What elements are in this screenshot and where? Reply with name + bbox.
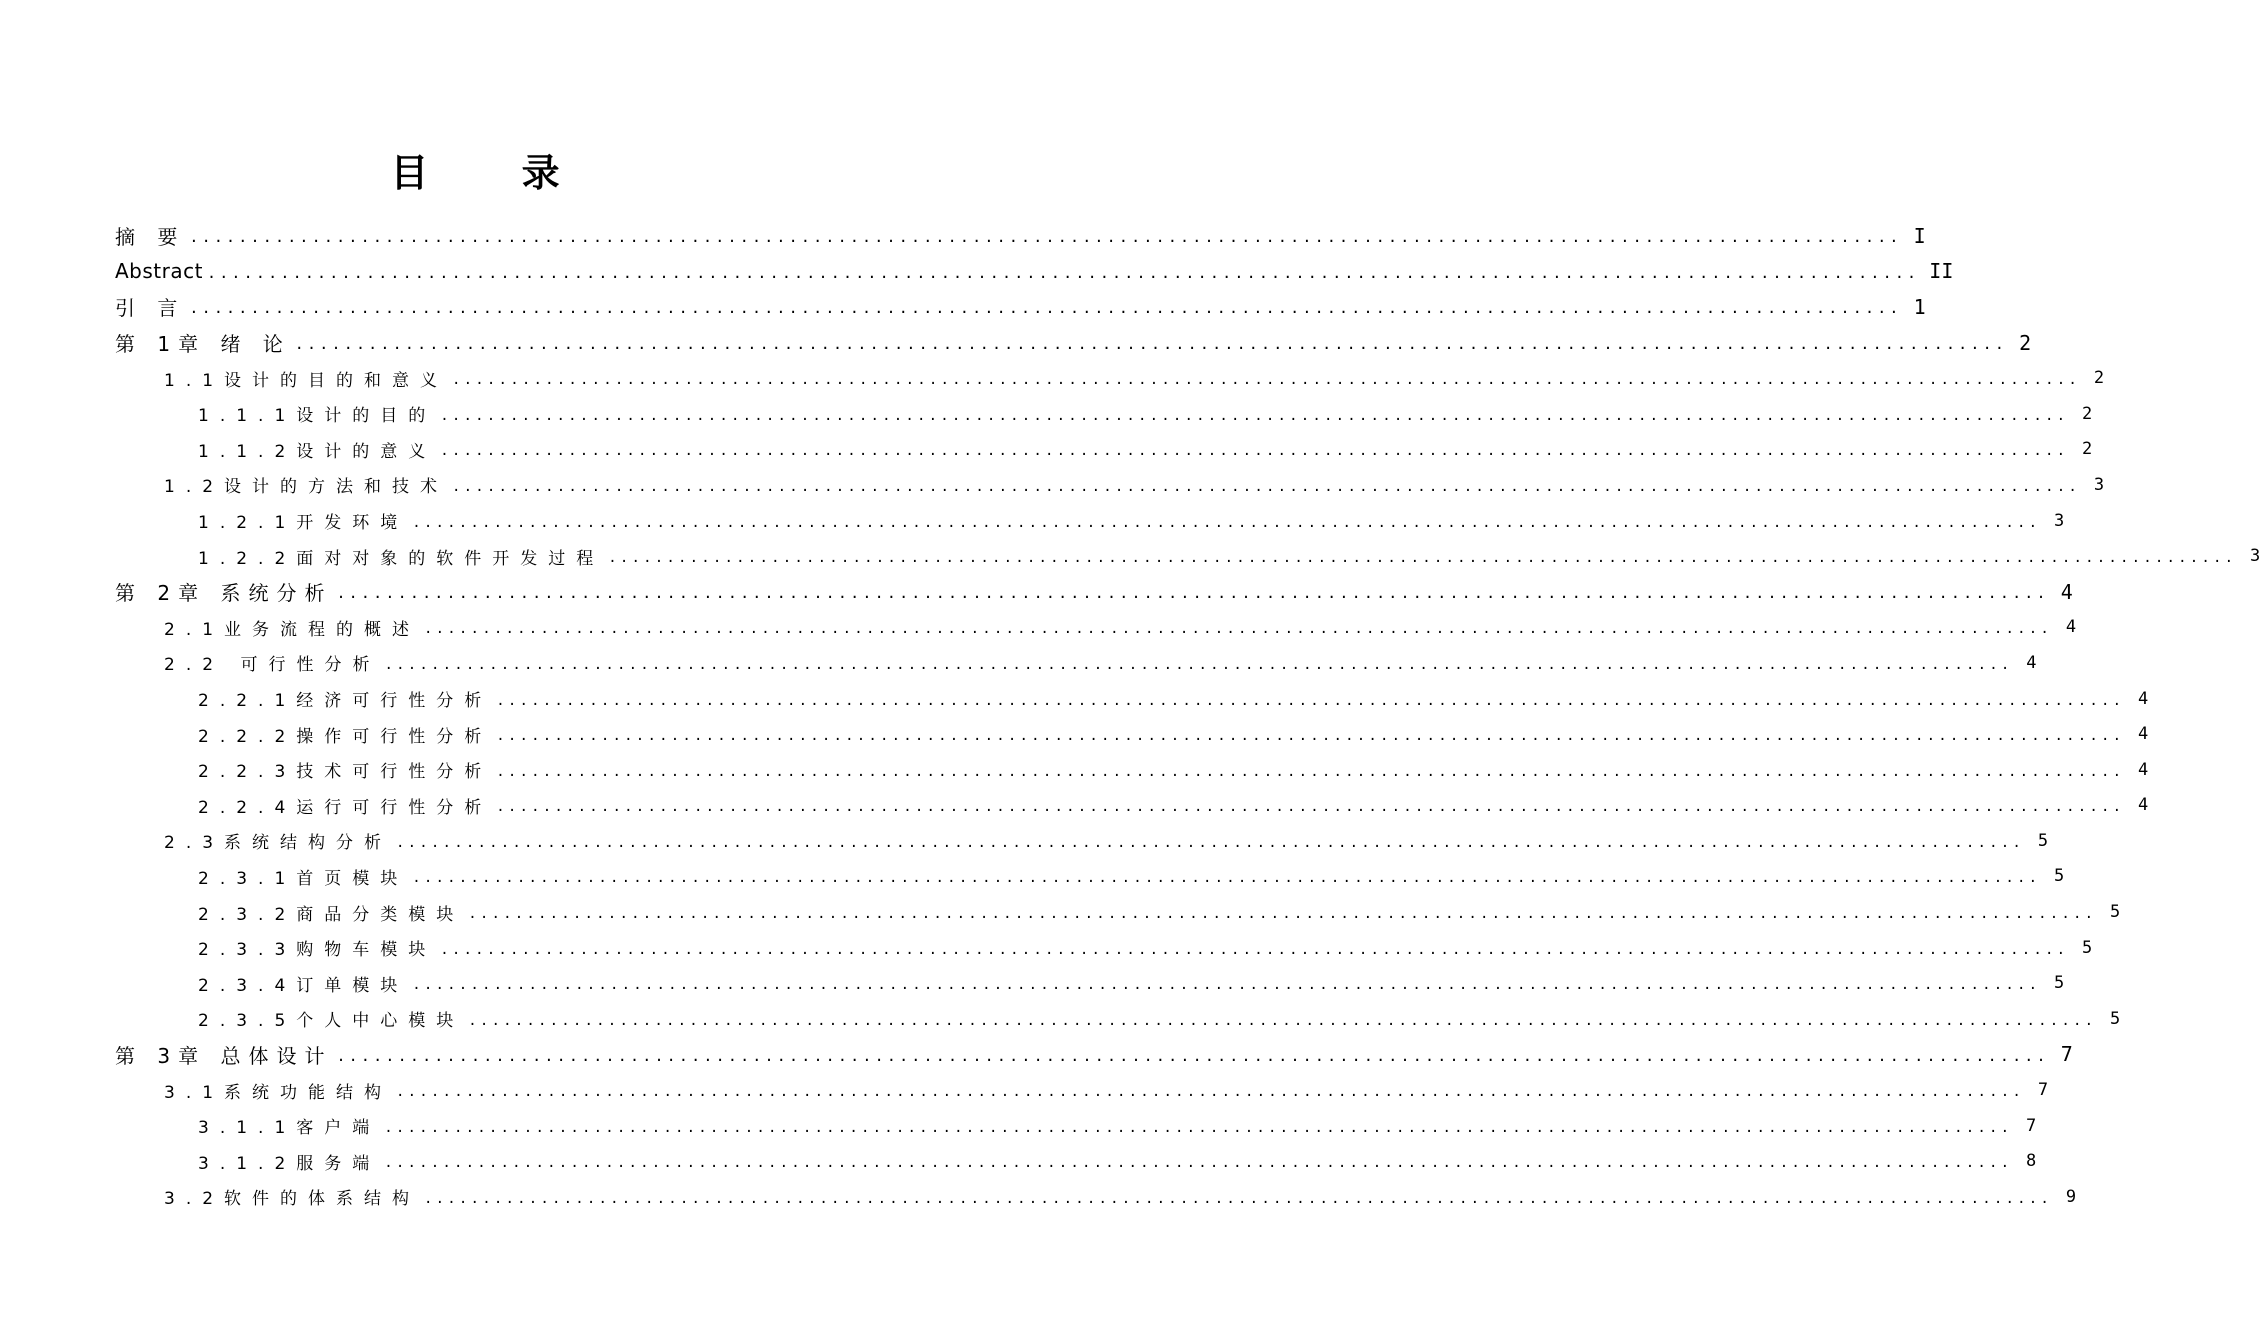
toc-dot-leader: ............................................................................................................................................ bbox=[496, 728, 2125, 745]
toc-entry[interactable] bbox=[0, 538, 2260, 574]
toc-dot-leader: ............................................................................................................................................ bbox=[496, 799, 2125, 816]
toc-entry-page-number: 5 bbox=[2054, 866, 2065, 887]
toc-entry-label: 2.2.4运行可行性分析 bbox=[198, 797, 493, 818]
toc-dot-leader: ............................................................................................................................................ bbox=[412, 870, 2041, 887]
toc-entry-label: 摘 要 bbox=[115, 225, 186, 250]
toc-entry-label: 3.2软件的体系结构 bbox=[164, 1189, 421, 1210]
toc-entry-label: 1.1.2设计的意义 bbox=[198, 441, 437, 462]
toc-entry-label: 2.1业务流程的概述 bbox=[164, 619, 421, 640]
toc-entry-label: 2.2 可行性分析 bbox=[164, 655, 381, 676]
toc-entry-page-number: 8 bbox=[2026, 1151, 2037, 1172]
toc-dot-leader: ............................................................................................................................................ bbox=[424, 621, 2053, 638]
toc-entry-page-number: 4 bbox=[2138, 724, 2149, 745]
toc-dot-leader: ............................................................................................................................................ bbox=[336, 584, 2049, 603]
toc-entry-label: 第 3章 总体设计 bbox=[115, 1043, 333, 1068]
toc-entry-label: Abstract bbox=[115, 259, 203, 284]
toc-entry[interactable] bbox=[0, 360, 2105, 396]
toc-entry[interactable] bbox=[0, 859, 2065, 895]
toc-dot-leader: ............................................................................................................................................ bbox=[189, 299, 1902, 318]
toc-entry-label: 2.2.1经济可行性分析 bbox=[198, 691, 493, 712]
toc-entry[interactable] bbox=[0, 467, 2105, 503]
toc-entry-label: 第 2章 系统分析 bbox=[115, 581, 333, 606]
toc-entry-page-number: 4 bbox=[2060, 579, 2073, 604]
toc-dot-leader: ............................................................................................................................................ bbox=[424, 1190, 2053, 1207]
toc-entry-label: 2.3.1首页模块 bbox=[198, 868, 409, 889]
toc-dot-leader: ............................................................................................................................................ bbox=[206, 263, 1920, 282]
toc-dot-leader: ............................................................................................................................................ bbox=[396, 834, 2025, 851]
toc-entry-page-number: 3 bbox=[2250, 546, 2260, 567]
toc-entry-label: 2.2.2操作可行性分析 bbox=[198, 726, 493, 747]
toc-entry-page-number: 5 bbox=[2054, 973, 2065, 994]
toc-entry[interactable] bbox=[0, 788, 2149, 824]
toc-entry-page-number: 7 bbox=[2060, 1042, 2073, 1067]
toc-dot-leader: ............................................................................................................................................ bbox=[440, 941, 2069, 958]
toc-entry-label: 3.1系统功能结构 bbox=[164, 1082, 393, 1103]
toc-entry[interactable] bbox=[0, 432, 2093, 468]
toc-entry[interactable] bbox=[0, 218, 1926, 254]
toc-entry[interactable] bbox=[0, 823, 2049, 859]
toc-dot-leader: ............................................................................................................................................ bbox=[440, 443, 2069, 460]
toc-entry[interactable] bbox=[0, 325, 2032, 361]
toc-dot-leader: ............................................................................................................................................ bbox=[412, 514, 2041, 531]
toc-entry-page-number: 5 bbox=[2110, 902, 2121, 923]
toc-entry-label: 2.3.2商品分类模块 bbox=[198, 904, 465, 925]
toc-entry[interactable] bbox=[0, 503, 2065, 539]
toc-dot-leader: ............................................................................................................................................ bbox=[412, 977, 2041, 994]
toc-entry-label: 1.2.1开发环境 bbox=[198, 513, 409, 534]
page-title: 目 录 bbox=[390, 151, 600, 195]
toc-entry-page-number: 4 bbox=[2138, 688, 2149, 709]
toc-entry-page-number: 2 bbox=[2082, 403, 2093, 424]
toc-entry-page-number: 4 bbox=[2026, 652, 2037, 673]
toc-dot-leader: ............................................................................................................................................ bbox=[468, 906, 2097, 923]
toc-entry[interactable] bbox=[0, 1143, 2037, 1179]
toc-entry-page-number: 5 bbox=[2037, 830, 2049, 851]
toc-entry-label: 第 1章 绪 论 bbox=[115, 332, 291, 357]
toc-entry[interactable] bbox=[0, 396, 2093, 432]
table-of-contents bbox=[0, 218, 2260, 1215]
toc-dot-leader: ............................................................................................................................................ bbox=[496, 692, 2125, 709]
toc-entry[interactable] bbox=[0, 681, 2149, 717]
toc-entry-label: 2.3.5个人中心模块 bbox=[198, 1011, 465, 1032]
toc-entry[interactable] bbox=[0, 574, 2073, 610]
toc-entry[interactable] bbox=[0, 965, 2065, 1001]
toc-entry-label: 3.1.2服务端 bbox=[198, 1153, 381, 1174]
toc-entry[interactable] bbox=[0, 1001, 2121, 1037]
toc-entry[interactable] bbox=[0, 289, 1926, 325]
toc-entry-page-number: 1 bbox=[1913, 294, 1926, 319]
toc-entry-page-number: 5 bbox=[2110, 1008, 2121, 1029]
toc-entry[interactable] bbox=[0, 930, 2093, 966]
toc-entry[interactable] bbox=[0, 645, 2037, 681]
toc-entry-label: 2.3.3购物车模块 bbox=[198, 940, 437, 961]
toc-entry-label: 1.2.2面对对象的软件开发过程 bbox=[198, 548, 605, 569]
toc-dot-leader: ............................................................................................................................................ bbox=[440, 407, 2069, 424]
toc-dot-leader: ............................................................................................................................................ bbox=[384, 1155, 2013, 1172]
toc-entry[interactable] bbox=[0, 1108, 2037, 1144]
toc-entry-label: 2.2.3技术可行性分析 bbox=[198, 762, 493, 783]
toc-entry-page-number: 3 bbox=[2093, 474, 2105, 495]
toc-entry-page-number: 4 bbox=[2138, 795, 2149, 816]
toc-entry-page-number: 4 bbox=[2065, 617, 2077, 638]
toc-entry-label: 2.3.4订单模块 bbox=[198, 975, 409, 996]
toc-dot-leader: ............................................................................................................................................ bbox=[468, 1012, 2097, 1029]
toc-entry[interactable] bbox=[0, 1179, 2077, 1215]
toc-entry-page-number: 2 bbox=[2093, 368, 2105, 389]
toc-dot-leader: ............................................................................................................................................ bbox=[294, 335, 2008, 354]
toc-entry-label: 3.1.1客户端 bbox=[198, 1118, 381, 1139]
toc-entry-page-number: 2 bbox=[2019, 330, 2032, 355]
toc-entry[interactable] bbox=[0, 254, 1954, 290]
toc-dot-leader: ............................................................................................................................................ bbox=[396, 1084, 2025, 1101]
toc-entry-page-number: 5 bbox=[2082, 937, 2093, 958]
toc-dot-leader: ............................................................................................................................................ bbox=[384, 656, 2013, 673]
toc-dot-leader: ............................................................................................................................................ bbox=[189, 228, 1902, 247]
toc-entry[interactable] bbox=[0, 894, 2121, 930]
toc-entry[interactable] bbox=[0, 716, 2149, 752]
toc-entry-label: 1.1设计的目的和意义 bbox=[164, 370, 449, 391]
toc-entry-page-number: 2 bbox=[2082, 439, 2093, 460]
toc-entry-label: 1.1.1设计的目的 bbox=[198, 406, 437, 427]
toc-dot-leader: ............................................................................................................................................ bbox=[608, 550, 2237, 567]
toc-entry-label: 1.2设计的方法和技术 bbox=[164, 477, 449, 498]
toc-dot-leader: ............................................................................................................................................ bbox=[384, 1119, 2013, 1136]
toc-entry[interactable] bbox=[0, 752, 2149, 788]
toc-entry-page-number: 4 bbox=[2138, 759, 2149, 780]
toc-entry-label: 2.3系统结构分析 bbox=[164, 833, 393, 854]
toc-entry-page-number: II bbox=[1929, 259, 1954, 284]
toc-entry-label: 引 言 bbox=[115, 296, 186, 321]
toc-entry-page-number: I bbox=[1913, 223, 1926, 248]
toc-entry-page-number: 7 bbox=[2026, 1115, 2037, 1136]
toc-entry-page-number: 7 bbox=[2037, 1080, 2049, 1101]
toc-entry[interactable] bbox=[0, 1037, 2073, 1073]
toc-entry-page-number: 3 bbox=[2054, 510, 2065, 531]
toc-entry-page-number: 9 bbox=[2065, 1186, 2077, 1207]
toc-dot-leader: ............................................................................................................................................ bbox=[496, 763, 2125, 780]
toc-dot-leader: ............................................................................................................................................ bbox=[452, 478, 2081, 495]
toc-entry[interactable] bbox=[0, 610, 2077, 646]
toc-entry[interactable] bbox=[0, 1072, 2049, 1108]
toc-dot-leader: ............................................................................................................................................ bbox=[452, 372, 2081, 389]
toc-dot-leader: ............................................................................................................................................ bbox=[336, 1046, 2049, 1065]
